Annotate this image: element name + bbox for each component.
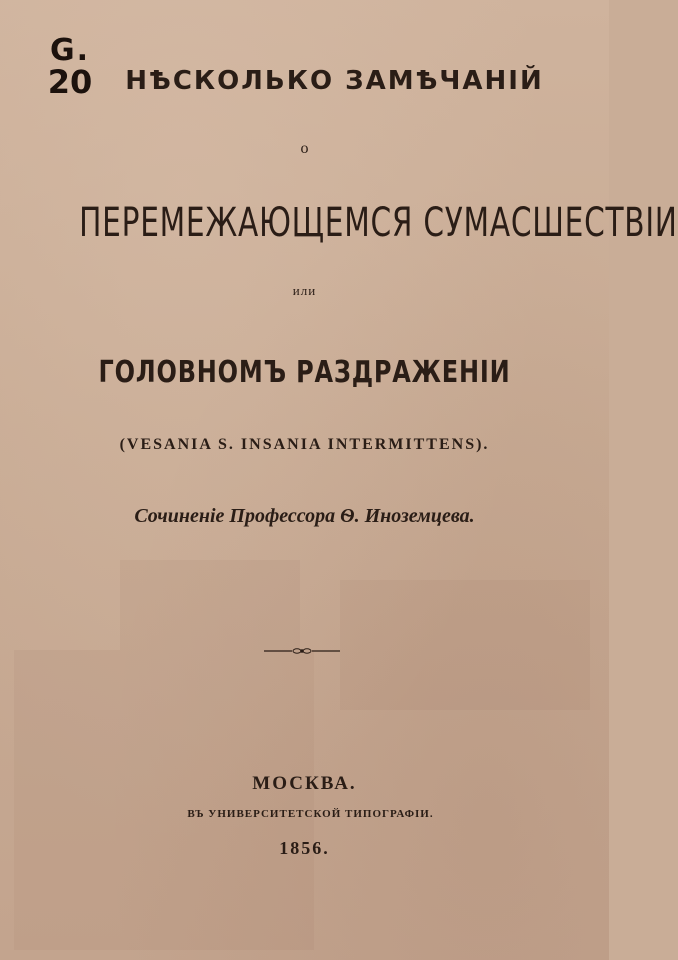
shelfmark-number: 20 xyxy=(47,63,93,101)
imprint-city: МОСКВА. xyxy=(252,773,357,794)
ornament-divider xyxy=(264,644,340,658)
imprint-printer: ВЪ УНИВЕРСИТЕТСКОЙ ТИПОГРАФІИ. xyxy=(187,808,434,820)
title-line-3: ПЕРЕМЕЖАЮЩЕМСЯ СУМАСШЕСТВІИ xyxy=(79,200,678,246)
title-line-1: НѢСКОЛЬКО ЗАМѢЧАНІЙ xyxy=(125,66,544,96)
title-line-2: о xyxy=(300,140,309,157)
title-line-5: ГОЛОВНОМЪ РАЗДРАЖЕНІИ xyxy=(98,355,511,390)
paper-stain xyxy=(340,580,590,710)
author-line: Сочиненіе Профессора Ѳ. Иноземцева. xyxy=(134,505,475,527)
title-line-4: или xyxy=(292,283,317,298)
paper-stain xyxy=(14,650,314,950)
shelfmark-letter: G. xyxy=(49,33,91,68)
imprint-year: 1856. xyxy=(279,838,330,858)
latin-subtitle: (VESANIA S. INSANIA INTERMITTENS). xyxy=(119,436,490,453)
paper-stain xyxy=(120,560,300,650)
